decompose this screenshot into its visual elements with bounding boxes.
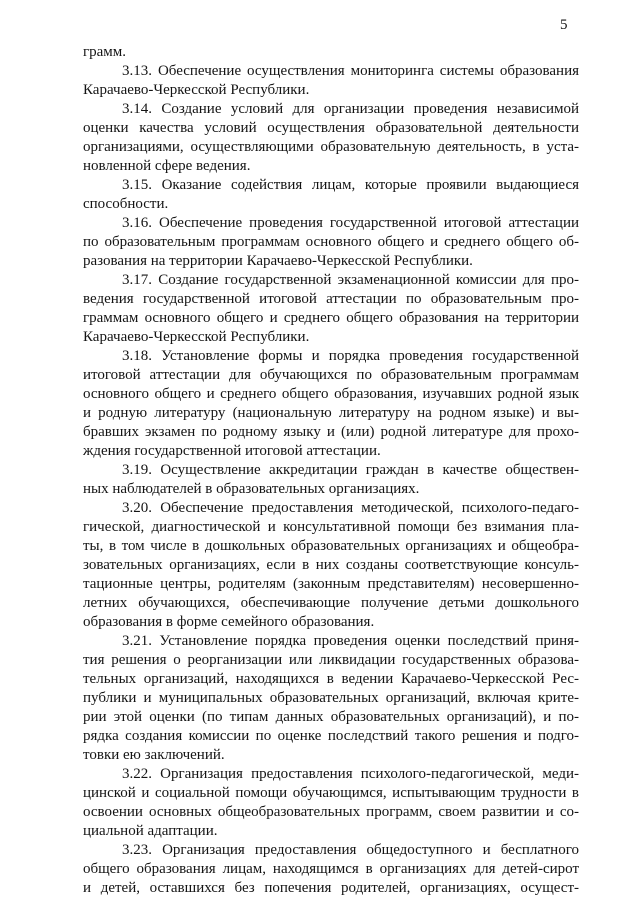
- text-line: 3.21. Установление порядка проведения оценки последствий приня-: [122, 633, 579, 649]
- text-line: бравших экзамен по родному языку и (или) родной литературе для прохо-: [83, 424, 579, 440]
- text-line: оценки качества условий осуществления образовательной деятельности: [83, 120, 579, 136]
- text-line: 3.19. Осуществление аккредитации граждан в качестве обществен-: [122, 462, 579, 478]
- text-line: образования в форме семейного образования.: [83, 614, 375, 630]
- text-line: ждения государственной итоговой аттестации.: [83, 443, 381, 459]
- text-line: Карачаево-Черкесской Республики.: [83, 329, 310, 345]
- text-line: циальной адаптации.: [83, 823, 218, 839]
- text-line: и детей, оставшихся без попечения родителей, организациях, осущест-: [83, 880, 579, 896]
- text-line: итоговой аттестации для обучающихся по образовательным программам: [83, 367, 579, 383]
- text-line: рии этой оценки (по типам данных образовательных организаций), и по-: [83, 709, 579, 725]
- text-line: грамм.: [83, 44, 127, 60]
- text-line: по образовательным программам основного общего и среднего общего об-: [83, 234, 579, 250]
- text-line: публики и муниципальных образовательных организаций, включая крите-: [83, 690, 579, 706]
- text-line: ты, в том числе в дошкольных образовательных организациях и общеобра-: [83, 538, 579, 554]
- text-line: освоении основных общеобразовательных программ, своем развитии и со-: [83, 804, 579, 820]
- text-line: зовательных организациях, если в них созданы соответствующие консуль-: [83, 557, 579, 573]
- text-line: ведения государственной итоговой аттестации по образовательным про-: [83, 291, 579, 307]
- text-line: способности.: [83, 196, 169, 212]
- text-line: 3.15. Оказание содействия лицам, которые проявили выдающиеся: [122, 177, 579, 193]
- text-line: тационные центры, родителям (законным представителям) несовершенно-: [83, 576, 579, 592]
- text-line: 3.14. Создание условий для организации проведения независимой: [122, 101, 579, 117]
- text-line: Карачаево-Черкесской Республики.: [83, 82, 310, 98]
- text-line: и родную литературу (национальную литературу на родном языке) и вы-: [83, 405, 579, 421]
- text-line: основного общего и среднего общего образования, изучавших родной язык: [83, 386, 579, 402]
- text-line: товки ею заключений.: [83, 747, 225, 763]
- text-line: цинской и социальной помощи обучающимся, испытывающим трудности в: [83, 785, 579, 801]
- text-line: 3.23. Организация предоставления общедоступного и бесплатного: [122, 842, 579, 858]
- text-line: рядка создания комиссии по оценке последствий такого решения и подго-: [83, 728, 579, 744]
- text-line: 3.16. Обеспечение проведения государственной итоговой аттестации: [122, 215, 579, 231]
- text-line: тельных организаций, находящихся в ведении Карачаево-Черкесской Рес-: [83, 671, 579, 687]
- text-line: 3.18. Установление формы и порядка проведения государственной: [122, 348, 579, 364]
- text-line: новленной сфере ведения.: [83, 158, 251, 174]
- text-line: граммам основного общего и среднего общего образования на территории: [83, 310, 579, 326]
- text-line: 3.17. Создание государственной экзаменационной комиссии для про-: [122, 272, 579, 288]
- text-line: ных наблюдателей в образовательных организациях.: [83, 481, 420, 497]
- text-line: организациями, осуществляющими образовательную деятельность, в уста-: [83, 139, 579, 155]
- text-line: общего образования лицам, находящимся в организациях для детей-сирот: [83, 861, 579, 877]
- text-line: 3.13. Обеспечение осуществления мониторинга системы образования: [122, 63, 579, 79]
- text-line: разования на территории Карачаево-Черкесской Республики.: [83, 253, 473, 269]
- text-line: гической, диагностической и консультативной помощи без взимания пла-: [83, 519, 579, 535]
- text-line: 3.20. Обеспечение предоставления методической, психолого-педаго-: [122, 500, 579, 516]
- text-line: 3.22. Организация предоставления психолого-педагогической, меди-: [122, 766, 579, 782]
- text-line: летних обучающихся, обеспечивающие получение детьми дошкольного: [83, 595, 579, 611]
- text-line: тия решения о реорганизации или ликвидации государственных образова-: [83, 652, 579, 668]
- page-number: 5: [560, 17, 568, 33]
